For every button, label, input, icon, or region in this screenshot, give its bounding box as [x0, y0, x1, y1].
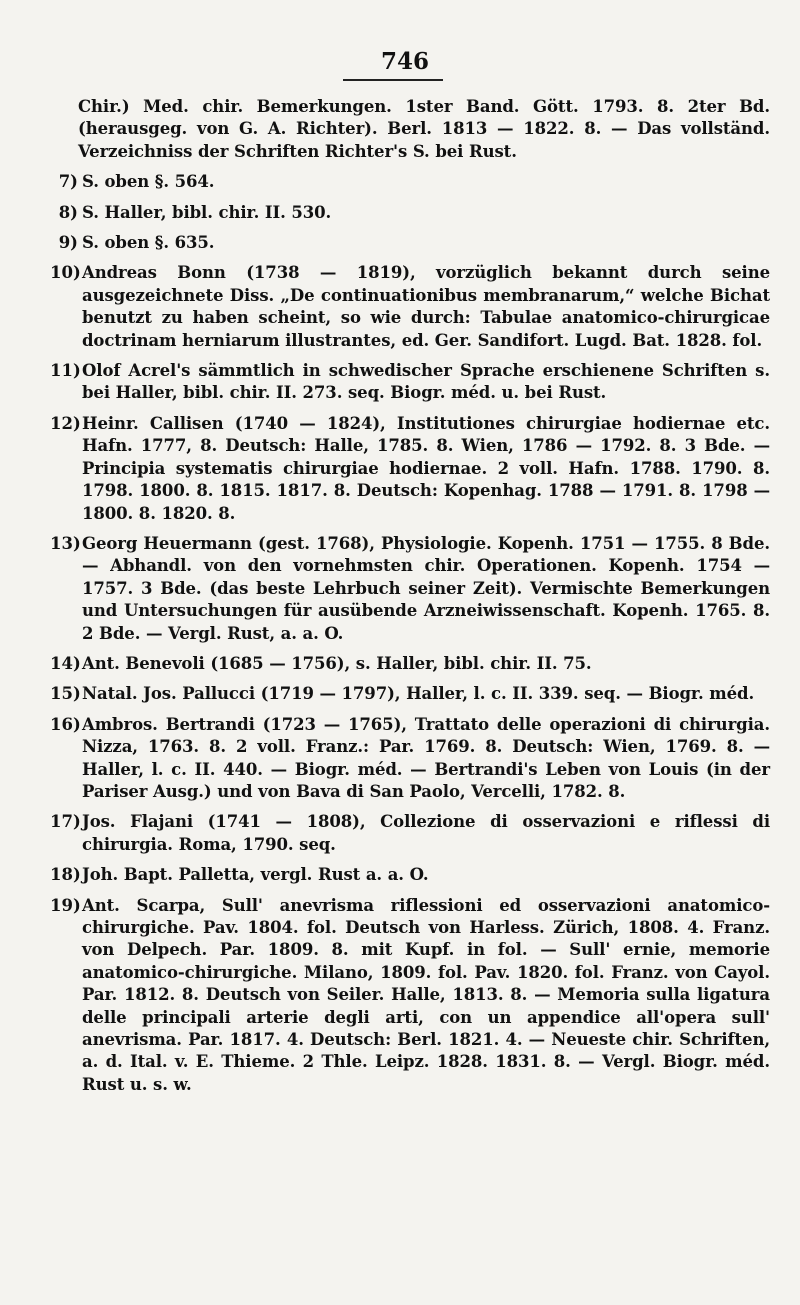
footnote-text: S. oben §. 635. [82, 233, 215, 253]
footnote-marker: 15) [50, 684, 81, 704]
footnote-text: Georg Heuermann (gest. 1768), Physiologie. Kopenh. 1751 — 1755. 8 Bde. — Abhandl. von den vornehmsten chir. Operationen. Kopenh. 1754 — 1757. 3 Bde. (das beste Lehrbuch seiner Zeit). Vermischte Bemerkungen und Untersuchungen für ausübende Arzneiwissenschaft. Kopenh. 1765. 8. 2 Bde. — Vergl. Rust, a. a. O. [82, 533, 770, 643]
footnote [50, 202, 770, 224]
footnote-text: Natal. Jos. Pallucci (1719 — 1797), Haller, l. c. II. 339. seq. — Biogr. méd. [82, 684, 755, 704]
footnote-marker: 13) [50, 533, 81, 553]
footnote [50, 413, 770, 525]
footnote-marker: 7) [58, 172, 78, 192]
footnote-marker: 14) [50, 653, 81, 673]
footnote-list [50, 96, 770, 1104]
footnote [50, 714, 770, 804]
footnote [50, 864, 770, 886]
footnote [50, 683, 770, 705]
footnote-text: Heinr. Callisen (1740 — 1824), Institutiones chirurgiae hodiernae etc. Hafn. 1777, 8. Deutsch: Halle, 1785. 8. Wien, 1786 — 1792. 8. 3 Bde. — Principia systematis chirurgiae hodiernae. 2 voll. Hafn. 1788. 1790. 8. 1798. 1800. 8. 1815. 1817. 8. Deutsch: Kopenhag. 1788 — 1791. 8. 1798 — 1800. 8. 1820. 8. [82, 413, 770, 523]
footnote [50, 895, 770, 1097]
footnote-marker: 10) [50, 263, 81, 283]
footnote [50, 360, 770, 405]
footnote-marker: 12) [50, 413, 81, 433]
footnote-text: Chir.) Med. chir. Bemerkungen. 1ster Band. Gött. 1793. 8. 2ter Bd. (herausgeg. von G. A. Richter). Berl. 1813 — 1822. 8. — Das vollständ. Verzeichniss der Schriften Richter's S. bei Rust. [78, 97, 770, 161]
page-number-rule [343, 79, 443, 81]
footnote [50, 262, 770, 352]
footnote-text: Joh. Bapt. Palletta, vergl. Rust a. a. O. [82, 865, 429, 885]
footnote-text: S. Haller, bibl. chir. II. 530. [82, 202, 332, 222]
footnote-text: Ambros. Bertrandi (1723 — 1765), Trattato delle operazioni di chirurgia. Nizza, 1763. 8. 2 voll. Franz.: Par. 1769. 8. Deutsch: Wien, 1769. 8. — Haller, l. c. II. 440. — Biogr. méd. — Bertrandi's Leben von Louis (in der Pariser Ausg.) und von Bava di San Paolo, Vercelli, 1782. 8. [82, 714, 770, 801]
footnote [50, 96, 770, 163]
footnote-text: Andreas Bonn (1738 — 1819), vorzüglich bekannt durch seine ausgezeichnete Diss. „De continuationibus membranarum,“ welche Bichat benutzt zu haben scheint, so wie durch: Tabulae anatomico-chirurgicae doctrinam herniarum illustrantes, ed. Ger. Sandifort. Lugd. Bat. 1828. fol. [82, 263, 770, 350]
footnote-marker: 8) [58, 202, 78, 222]
footnote [50, 811, 770, 856]
footnote-marker: 9) [58, 233, 78, 253]
footnote [50, 171, 770, 193]
footnote-text: Olof Acrel's sämmtlich in schwedischer Sprache erschienene Schriften s. bei Haller, bibl. chir. II. 273. seq. Biogr. méd. u. bei Rust. [82, 361, 770, 403]
footnote-marker: 18) [50, 865, 81, 885]
page-number: 746 [380, 48, 429, 75]
footnote-marker: 11) [50, 361, 81, 381]
footnote-marker: 17) [50, 812, 81, 832]
footnote-marker: 19) [50, 895, 81, 915]
footnote-marker: 16) [50, 714, 81, 734]
footnote-text: Ant. Scarpa, Sull' anevrisma riflessioni ed osservazioni anatomico-chirurgiche. Pav. 1804. fol. Deutsch von Harless. Zürich, 1808. 4. Franz. von Delpech. Par. 1809. 8. mit Kupf. in fol. — Sull' ernie, memorie anatomico-chirurgiche. Milano, 1809. fol. Pav. 1820. fol. Franz. von Cayol. Par. 1812. 8. Deutsch von Seiler. Halle, 1813. 8. — Memoria sulla ligatura delle principali arterie degli arti, con un appendice all'opera sull' anevrisma. Par. 1817. 4. Deutsch: Berl. 1821. 4. — Neueste chir. Schriften, a. d. Ital. v. E. Thieme. 2 Thle. Leipz. 1828. 1831. 8. — Vergl. Biogr. méd. Rust u. s. w. [82, 895, 770, 1094]
footnote [50, 533, 770, 645]
footnote [50, 232, 770, 254]
footnote-text: Ant. Benevoli (1685 — 1756), s. Haller, bibl. chir. II. 75. [82, 653, 592, 673]
footnote-text: Jos. Flajani (1741 — 1808), Collezione di osservazioni e riflessi di chirurgia. Roma, 1790. seq. [82, 812, 770, 854]
footnote-text: S. oben §. 564. [82, 172, 215, 192]
footnote [50, 653, 770, 675]
